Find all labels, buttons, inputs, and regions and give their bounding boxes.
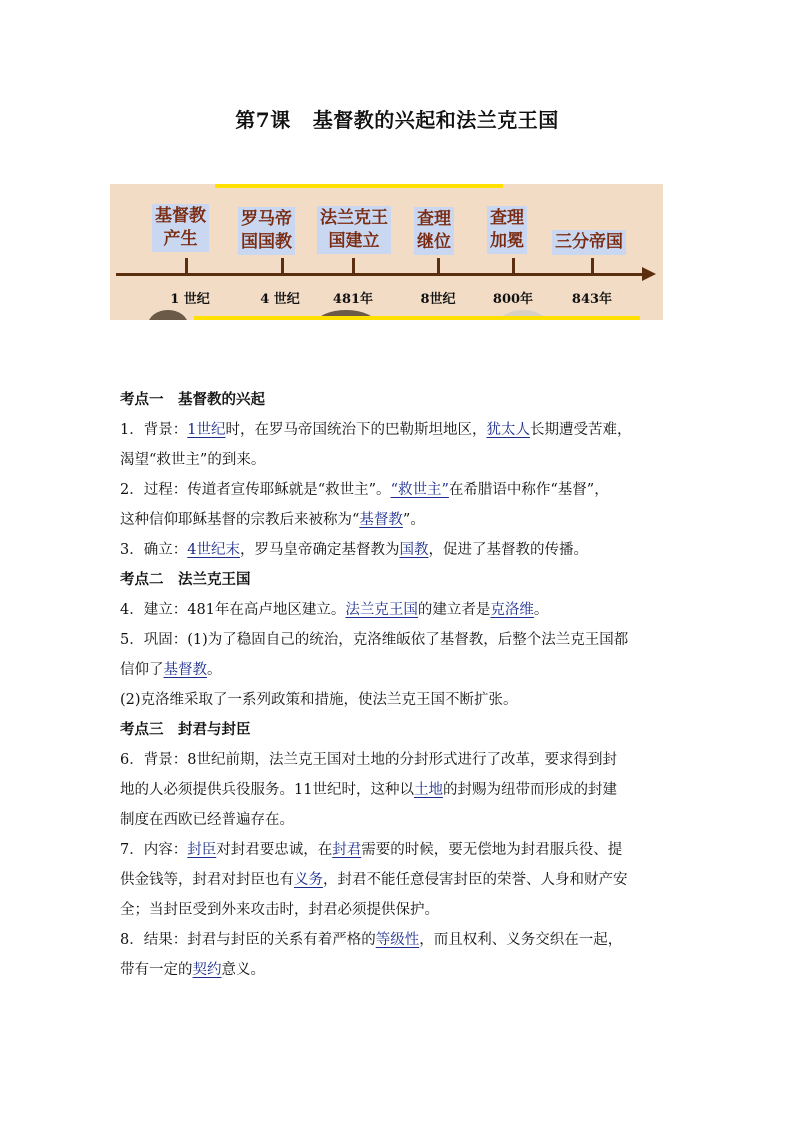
section-heading: 考点三 封君与封臣 — [120, 721, 251, 738]
timeline-date: 481年 — [332, 292, 374, 307]
timeline-date: 1 世纪 — [170, 292, 210, 307]
note-item-6-cont: 制度在西欧已经普遍存在。 — [120, 812, 294, 828]
lesson-number: 第7课 — [235, 108, 291, 132]
note-item-1: 1．背景：1世纪时，在罗马帝国统治下的巴勒斯坦地区，犹太人长期遭受苦难， — [120, 422, 632, 438]
lesson-topic: 基督教的兴起和法兰克王国 — [312, 108, 559, 132]
note-item-4: 4．建立：481年在高卢地区建立。法兰克王国的建立者是克洛维。 — [120, 602, 549, 618]
timeline-tick — [512, 258, 515, 274]
timeline-tick — [591, 258, 594, 274]
note-item-5: 5．巩固：(1)为了稳固自己的统治，克洛维皈依了基督教，后整个法兰克王国都 — [120, 632, 629, 648]
note-item-7: 7．内容：封臣对封君要忠诚，在封君需要的时候，要无偿地为封君服兵役、提 — [120, 842, 623, 858]
note-item-2-cont: 这种信仰耶稣基督的宗教后来被称为“基督教”。 — [120, 512, 425, 528]
study-notes — [120, 385, 690, 985]
timeline-figure — [110, 184, 663, 320]
note-item-2: 2．过程：传道者宣传耶稣就是“救世主”。“救世主”在希腊语中称作“基督”， — [120, 482, 609, 498]
note-item-5-sub: (2)克洛维采取了一系列政策和措施，使法兰克王国不断扩张。 — [120, 692, 518, 708]
note-item-8: 8．结果：封君与封臣的关系有着严格的等级性，而且权利、义务交织在一起， — [120, 932, 623, 948]
note-item-3: 3．确立：4世纪末，罗马皇帝确定基督教为国教，促进了基督教的传播。 — [120, 542, 588, 558]
decorative-image-fragment — [148, 310, 188, 320]
note-item-8-cont: 带有一定的契约意义。 — [120, 962, 265, 978]
timeline-event-3: 法兰克王 国建立 — [317, 206, 391, 254]
note-item-6: 6．背景：8世纪前期，法兰克王国对土地的分封形式进行了改革，要求得到封 — [120, 752, 617, 768]
timeline-event-5: 查理 加冕 — [487, 206, 527, 254]
timeline-event-6: 三分帝国 — [552, 230, 626, 255]
timeline-date: 4 世纪 — [260, 292, 300, 307]
arrow-right-icon — [642, 267, 656, 281]
timeline-axis — [116, 273, 648, 276]
timeline-tick — [281, 258, 284, 274]
highlight-bar-top — [215, 184, 503, 188]
timeline-tick — [352, 258, 355, 274]
note-item-6-cont: 地的人必须提供兵役服务。11世纪时，这种以土地的封赐为纽带而形成的封建 — [120, 782, 617, 798]
note-item-5-cont: 信仰了基督教。 — [120, 662, 222, 678]
timeline-event-1: 基督教 产生 — [152, 204, 209, 252]
highlight-bar-bottom — [194, 316, 640, 320]
timeline-date: 8世纪 — [420, 292, 456, 307]
timeline-tick — [185, 258, 188, 274]
page-title — [0, 104, 794, 133]
section-heading: 考点二 法兰克王国 — [120, 571, 251, 588]
timeline-date: 843年 — [571, 292, 613, 307]
note-item-1-cont: 渴望“救世主”的到来。 — [120, 452, 266, 468]
timeline-event-4: 查理 继位 — [414, 207, 454, 255]
timeline-event-2: 罗马帝 国国教 — [238, 207, 295, 255]
section-heading: 考点一 基督教的兴起 — [120, 391, 265, 408]
note-item-7-cont: 供金钱等，封君对封臣也有义务，封君不能任意侵害封臣的荣誉、人身和财产安 — [120, 872, 628, 888]
timeline-date: 800年 — [492, 292, 534, 307]
timeline-tick — [437, 258, 440, 274]
note-item-7-cont: 全；当封臣受到外来攻击时，封君必须提供保护。 — [120, 902, 439, 918]
